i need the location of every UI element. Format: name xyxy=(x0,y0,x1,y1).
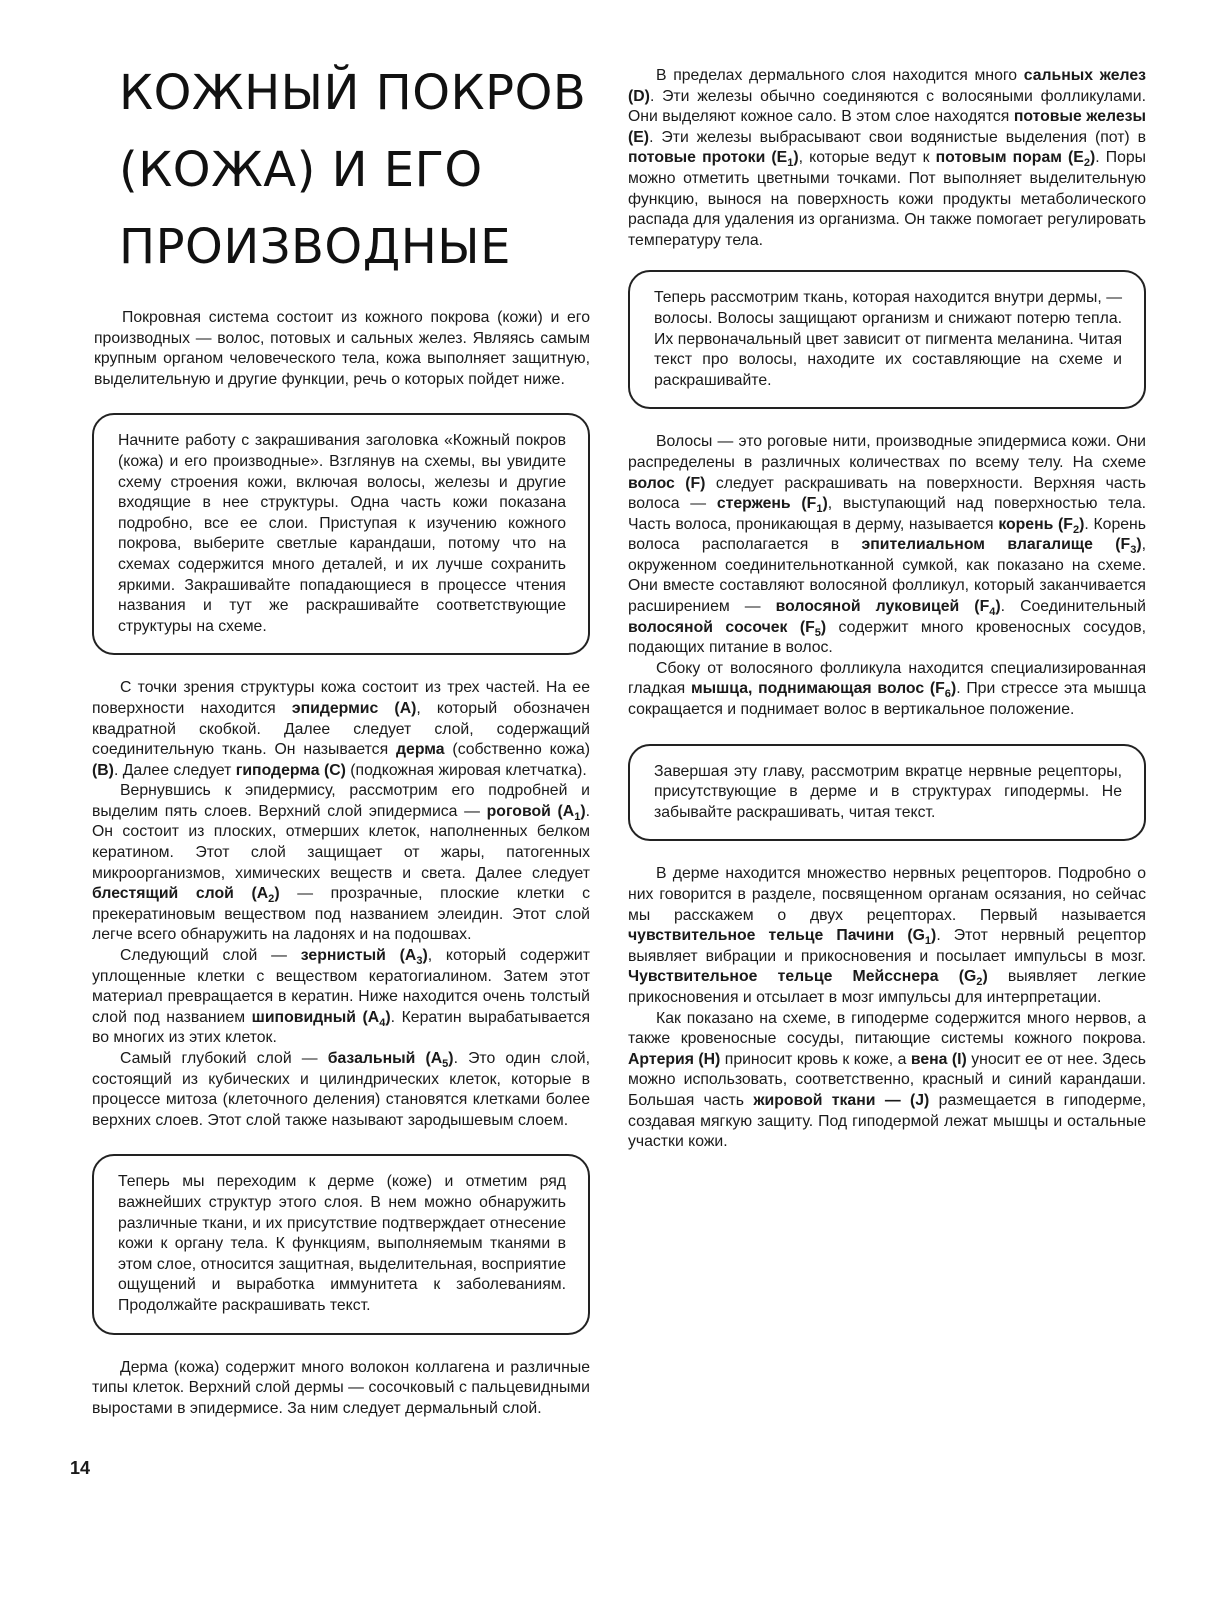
page-number: 14 xyxy=(70,1458,91,1478)
instruction-box-coloring: Начните работу с закрашивания заголовка «Кожный покров (кожа) и его производные». Взглянув на схемы, вы увидите схему строения кожи, включая волосы, железы и другие входящие в нее структуры. Одна часть кожи показана подробно, все ее слои. Приступая к изучению кожного покрова, выберите светлые карандаши, потому что на схемах содержится много деталей, и их лучше сохранить яркими. Закрашивайте попадающиеся в процессе чтения названия и тут же раскрашивайте соответствующие структуры на схеме. xyxy=(92,413,590,655)
right-column xyxy=(628,66,1146,1153)
arrector-muscle-paragraph: Сбоку от волосяного фолликула находится специализированная гладкая мышца, поднимающая волос $(F_6)$. При стрессе эта мышца сокращается и поднимает волос в вертикальное положение. xyxy=(628,659,1146,719)
hair-section xyxy=(628,432,1146,720)
hair-paragraph: Волосы — это роговые нити, производные эпидермиса кожи. Они распределены в различных количествах по всему телу. На схеме волос (F) следует раскрашивать на поверхности. Верхняя часть волоса — стержень $(F_1)$, выступающий над поверхностью тела. Часть волоса, проникающая в дерму, называется корень $(F_2)$. Корень волоса располагается в эпителиальном влагалище $(F_3)$, окруженном соединительнотканной сумкой, как показано на схеме. Они вместе составляют волосяной фолликул, который заканчивается расширением — волосяной луковицей $(F_4)$. Соединительный волосяной сосочек $(F_5)$ содержит много кровеносных сосудов, подающих питание в волос. xyxy=(628,433,1147,657)
intro-paragraph: Покровная система состоит из кожного покрова (кожи) и его производных — волос, потовых и сальных желез. Являясь самым крупным органом человеческого тела, кожа выполняет защитную, выделительную и другие функции, речь о которых пойдет ниже. xyxy=(94,309,590,388)
skin-layers-section xyxy=(92,678,590,1131)
instruction-box-hair: Теперь рассмотрим ткань, которая находится внутри дермы, — волосы. Волосы защищают организм и снижают потерю тепла. Их первоначальный цвет зависит от пигмента меланина. Читая текст про волосы, находите их составляющие на схеме и раскрашивайте. xyxy=(628,270,1146,409)
granular-layer-paragraph: Следующий слой — зернистый $(A_3)$, который содержит уплощенные клетки с веществом кератогиалином. Затем этот материал превращается в кератин. Ниже находится очень толстый слой под названием шиповидный $(A_4)$. Кератин вырабатывается во многих из этих клеток. xyxy=(92,947,590,1047)
instruction-box-dermis: Теперь мы переходим к дерме (коже) и отметим ряд важнейших структур этого слоя. В нем можно обнаружить различные ткани, и их присутствие подтверждает отнесение кожи к органу тела. К функциям, выполняемым тканями в этом слое, относится защитная, выделительная, восприятие ощущений и выработка иммунитета к заболеваниям. Продолжайте раскрашивать текст. xyxy=(92,1154,590,1334)
basal-layer-paragraph: Самый глубокий слой — базальный $(A_5)$. Это один слой, состоящий из кубических и цилиндрических клеток, которые в процессе митоза (клеточного деления) становятся клетками более верхних слоев. Этот слой также называют зародышевым слоем. xyxy=(92,1050,591,1129)
dermis-paragraph: Дерма (кожа) содержит много волокон коллагена и различные типы клеток. Верхний слой дермы — сосочковый с пальцевидными выростами в эпидермисе. За ним следует дермальный слой. xyxy=(92,1358,590,1417)
layers-paragraph: С точки зрения структуры кожа состоит из трех частей. На ее поверхности находится эпидермис (А), который обозначен квадратной скобкой. Далее следует слой, содержащий соединительную ткань. Он называется дерма (собственно кожа) (В). Далее следует гиподерма (С) (подкожная жировая клетчатка). xyxy=(92,679,591,779)
glands-section xyxy=(628,66,1146,251)
hypodermis-paragraph: Как показано на схеме, в гиподерме содержится много нервов, а также кровеносные сосуды, питающие системы кожного покрова. Артерия (H) приносит кровь к коже, а вена (I) уносит ее от нее. Здесь можно использовать, соответственно, красный и синий карандаши. Большая часть жировой ткани — (J) размещается в гиподерме, создавая мягкую защиту. Под гиподермой лежат мышцы и остальные участки кожи. xyxy=(628,1009,1146,1151)
receptors-paragraph: В дерме находится множество нервных рецепторов. Подробно о них говорится в разделе, посвященном органам осязания, но сейчас мы расскажем о двух рецепторах. Первый называется чувствительное тельце Пачини $(G_1)$. Этот нервный рецептор выявляет вибрации и прикосновения и посылает импульсы в мозг. Чувствительное тельце Мейсснера $(G_2)$ выявляет легкие прикосновения и отсылает в мозг импульсы для интерпретации. xyxy=(628,865,1147,1006)
page-title xyxy=(119,55,590,286)
glands-paragraph: В пределах дермального слоя находится много сальных желез (D). Эти железы обычно соединяются с волосяными фолликулами. Они выделяют кожное сало. В этом слое находятся потовые железы (Е). Эти железы выбрасывают свои водянистые выделения (пот) в потовые протоки $(E_1)$, которые ведут к потовым порам $(E_2)$. Поры можно отметить цветными точками. Пот выполняет выделительную функцию, вынося на поверхность кожи продукты метаболического распада для удаления из организма. Он также помогает регулировать температуру тела. xyxy=(628,67,1147,249)
title-line: ПРОИЗВОДНЫЕ xyxy=(119,219,511,275)
epidermis-paragraph: Вернувшись к эпидермису, рассмотрим его подробней и выделим пять слоев. Верхний слой эпидермиса — роговой $(A_1)$. Он состоит из плоских, отмерших клеток, наполненных белком кератином. Этот слой защищает от жары, патогенных микроорганизмов, химических веществ и света. Далее следует блестящий слой $(A_2)$ — прозрачные, плоские клетки с прекератиновым веществом под названием элеидин. Этот слой легче всего обнаружить на ладонях и на подошвах. xyxy=(92,782,590,944)
title-line: КОЖНЫЙ ПОКРОВ xyxy=(119,65,587,121)
nerves-section xyxy=(628,864,1146,1152)
left-column xyxy=(92,55,590,1419)
instruction-box-nerves: Завершая эту главу, рассмотрим вкратце нервные рецепторы, присутствующие в дерме и в структурах гиподермы. Не забывайте раскрашивать, читая текст. xyxy=(628,744,1146,842)
title-line: (КОЖА) И ЕГО xyxy=(119,142,483,198)
